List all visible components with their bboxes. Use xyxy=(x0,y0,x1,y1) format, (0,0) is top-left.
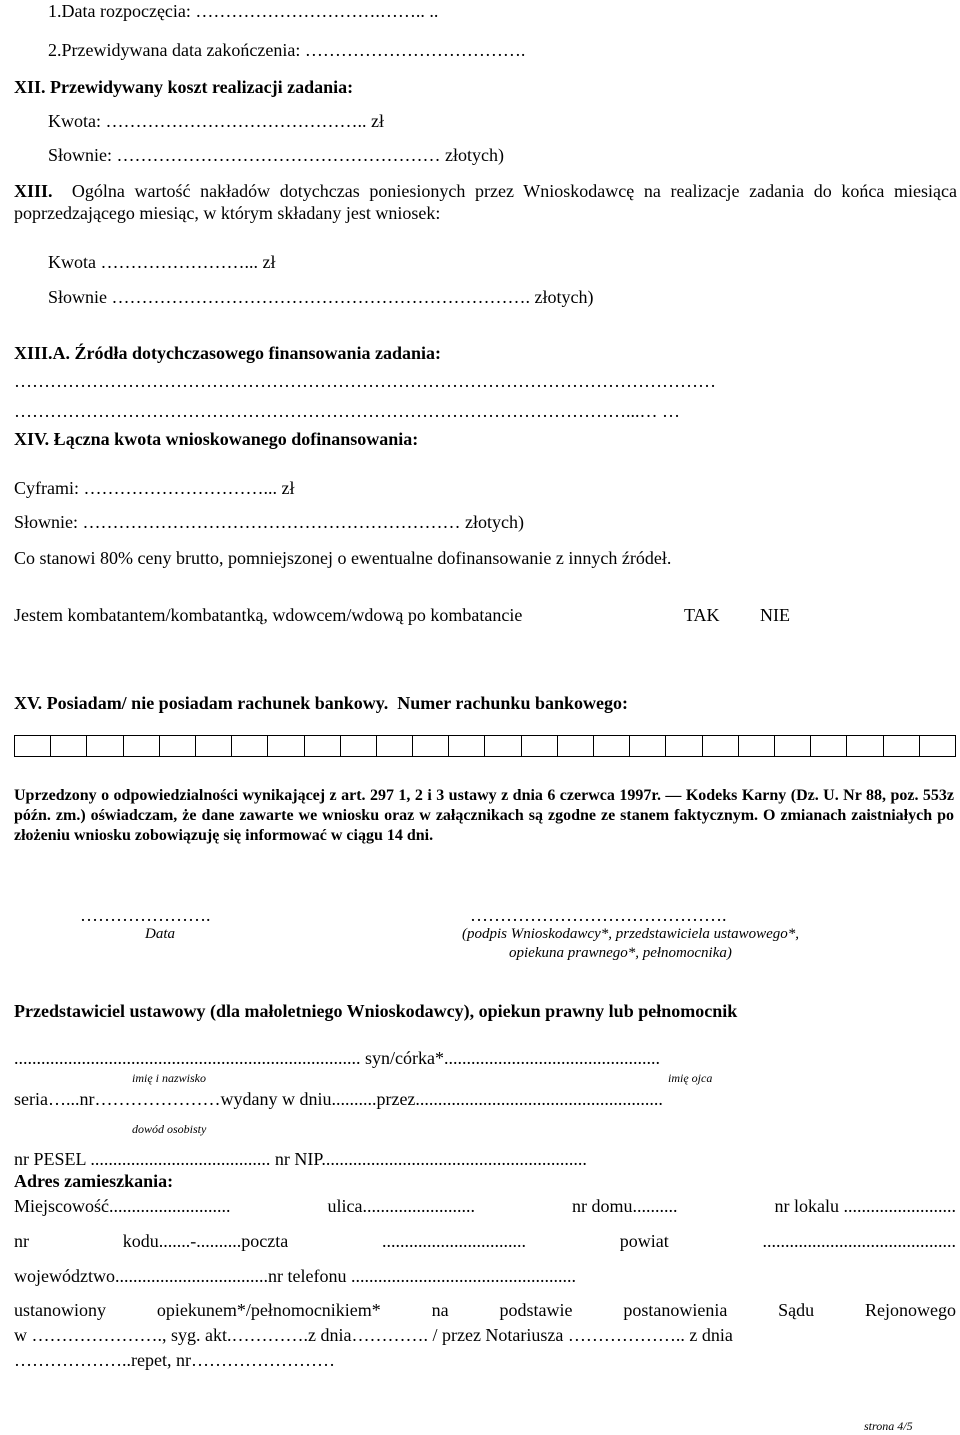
appointed-word: ustanowiony xyxy=(14,1300,106,1320)
locality-street-line: Miejscowość........................... ulica......................... nr domu.......... nr lokalu ......................... xyxy=(14,1196,956,1216)
account-digit-cell[interactable] xyxy=(919,735,956,757)
court-reference-line-1: w …………………., syg. akt.………….z dnia…………. / przez Notariusza ……………….. z dnia xyxy=(14,1325,733,1345)
funding-sources-line-1: ……………………………………………………………………………………………………… xyxy=(14,371,716,391)
account-digit-cell[interactable] xyxy=(810,735,846,757)
id-document-label: dowód osobisty xyxy=(132,1122,207,1136)
bank-account-field[interactable] xyxy=(14,735,956,757)
account-digit-cell[interactable] xyxy=(376,735,412,757)
account-digit-cell[interactable] xyxy=(883,735,919,757)
cost-amount-line: Kwota: …………………………………….. zł xyxy=(48,111,384,131)
voivodeship-phone-line: województwo..................................nr telefonu .................................................. xyxy=(14,1266,576,1286)
page-number: strona 4/5 xyxy=(864,1419,913,1433)
account-digit-cell[interactable] xyxy=(14,735,50,757)
appointed-by-line xyxy=(14,1299,956,1321)
applicant-signature-line: ……………………………………. xyxy=(470,905,727,925)
account-digit-cell[interactable] xyxy=(846,735,882,757)
appointed-word: Sądu xyxy=(778,1300,815,1320)
date-label: Data xyxy=(145,926,175,942)
postal-code-line: nr kodu.......-..........poczta ................................ powiat ........................................... xyxy=(14,1231,956,1251)
section-xiii-a-title: XIII.A. Źródła dotychczasowego finansowania zadania: xyxy=(14,343,442,363)
appointed-word: na xyxy=(431,1300,449,1320)
end-date-line: 2.Przewidywana data zakończenia: ………………………………. xyxy=(48,40,526,60)
grant-note: Co stanowi 80% ceny brutto, pomniejszonej o ewentualne dofinansowanie z innych źródeł. xyxy=(14,548,672,568)
start-date-line: 1.Data rozpoczęcia: ………………………….…….. .. xyxy=(48,1,439,21)
representative-title: Przedstawiciel ustawowy (dla małoletniego Wnioskodawcy), opiekun prawny lub pełnomocnik xyxy=(14,1001,738,1021)
account-digit-cell[interactable] xyxy=(304,735,340,757)
father-name-label: imię ojca xyxy=(668,1071,713,1085)
account-digit-cell[interactable] xyxy=(665,735,701,757)
grant-digits-line: Cyframi: …………………………... zł xyxy=(14,478,295,498)
veteran-question: Jestem kombatantem/kombatantką, wdowcem/wdową po kombatancie xyxy=(14,605,523,625)
appointed-word: opiekunem*/pełnomocnikiem* xyxy=(156,1300,381,1320)
pesel-nip-line: nr PESEL ........................................ nr NIP........................................................... xyxy=(14,1149,587,1169)
account-digit-cell[interactable] xyxy=(267,735,303,757)
account-digit-cell[interactable] xyxy=(448,735,484,757)
name-label: imię i nazwisko xyxy=(132,1071,206,1085)
signature-label-line-2: opiekuna prawnego*, pełnomocnika) xyxy=(509,945,732,961)
account-digit-cell[interactable] xyxy=(340,735,376,757)
appointed-word: postanowienia xyxy=(623,1300,728,1320)
expenses-words-line: Słownie ……………………………………………………………. złotych) xyxy=(48,287,594,307)
funding-sources-line-2: …………………………………………………………………………………………...… … xyxy=(14,401,680,421)
appointed-word: podstawie xyxy=(499,1300,573,1320)
account-digit-cell[interactable] xyxy=(702,735,738,757)
date-signature-line: …………………. xyxy=(80,905,211,925)
representative-name-line: ............................................................................. syn/córka*................................................ xyxy=(14,1048,660,1068)
account-digit-cell[interactable] xyxy=(231,735,267,757)
veteran-no-option[interactable]: NIE xyxy=(760,605,790,625)
account-digit-cell[interactable] xyxy=(412,735,448,757)
account-digit-cell[interactable] xyxy=(86,735,122,757)
section-xii-title: XII. Przewidywany koszt realizacji zadania: xyxy=(14,77,354,97)
account-digit-cell[interactable] xyxy=(195,735,231,757)
account-digit-cell[interactable] xyxy=(557,735,593,757)
account-digit-cell[interactable] xyxy=(521,735,557,757)
section-xiii-title: XIII. Ogólna wartość nakładów dotychczas poniesionych przez Wnioskodawcę na realizacje zadania do końca miesiąca poprzedzającego miesiąc, w którym składany jest wniosek: xyxy=(14,181,957,223)
account-digit-cell[interactable] xyxy=(593,735,629,757)
account-digit-cell[interactable] xyxy=(738,735,774,757)
section-xiv-title: XIV. Łączna kwota wnioskowanego dofinansowania: xyxy=(14,429,419,449)
account-digit-cell[interactable] xyxy=(123,735,159,757)
account-digit-cell[interactable] xyxy=(50,735,86,757)
account-digit-cell[interactable] xyxy=(484,735,520,757)
account-digit-cell[interactable] xyxy=(629,735,665,757)
signature-label-line-1: (podpis Wnioskodawcy*, przedstawiciela ustawowego*, xyxy=(462,926,800,942)
appointed-word: Rejonowego xyxy=(865,1300,956,1320)
account-digit-cell[interactable] xyxy=(159,735,195,757)
account-digit-cell[interactable] xyxy=(774,735,810,757)
address-title: Adres zamieszkania: xyxy=(14,1171,174,1191)
court-reference-line-2: ………………..repet, nr…………………… xyxy=(14,1350,335,1370)
expenses-amount-line: Kwota ……………………... zł xyxy=(48,252,276,272)
section-xv-title: XV. Posiadam/ nie posiadam rachunek bankowy. Numer rachunku bankowego: xyxy=(14,693,628,713)
liability-declaration: Uprzedzony o odpowiedzialności wynikającej z art. 297 1, 2 i 3 ustawy z dnia 6 czerwca 1997r. — Kodeks Karny (Dz. U. Nr 88, poz. 553z późn. zm.) oświadczam, że dane zawarte we wniosku oraz w załącznikach są zgodne ze stanem faktycznym. O zmianach zaistniałych po złożeniu wniosku zobowiązuję się informować w ciągu 14 dni. xyxy=(14,787,954,844)
id-document-line: seria…...nr…………………wydany w dniu..........przez....................................................... xyxy=(14,1089,663,1109)
cost-words-line: Słownie: ……………………………………………… złotych) xyxy=(48,145,504,165)
veteran-yes-option[interactable]: TAK xyxy=(684,605,720,625)
grant-words-line: Słownie: ……………………………………………………… złotych) xyxy=(14,512,524,532)
